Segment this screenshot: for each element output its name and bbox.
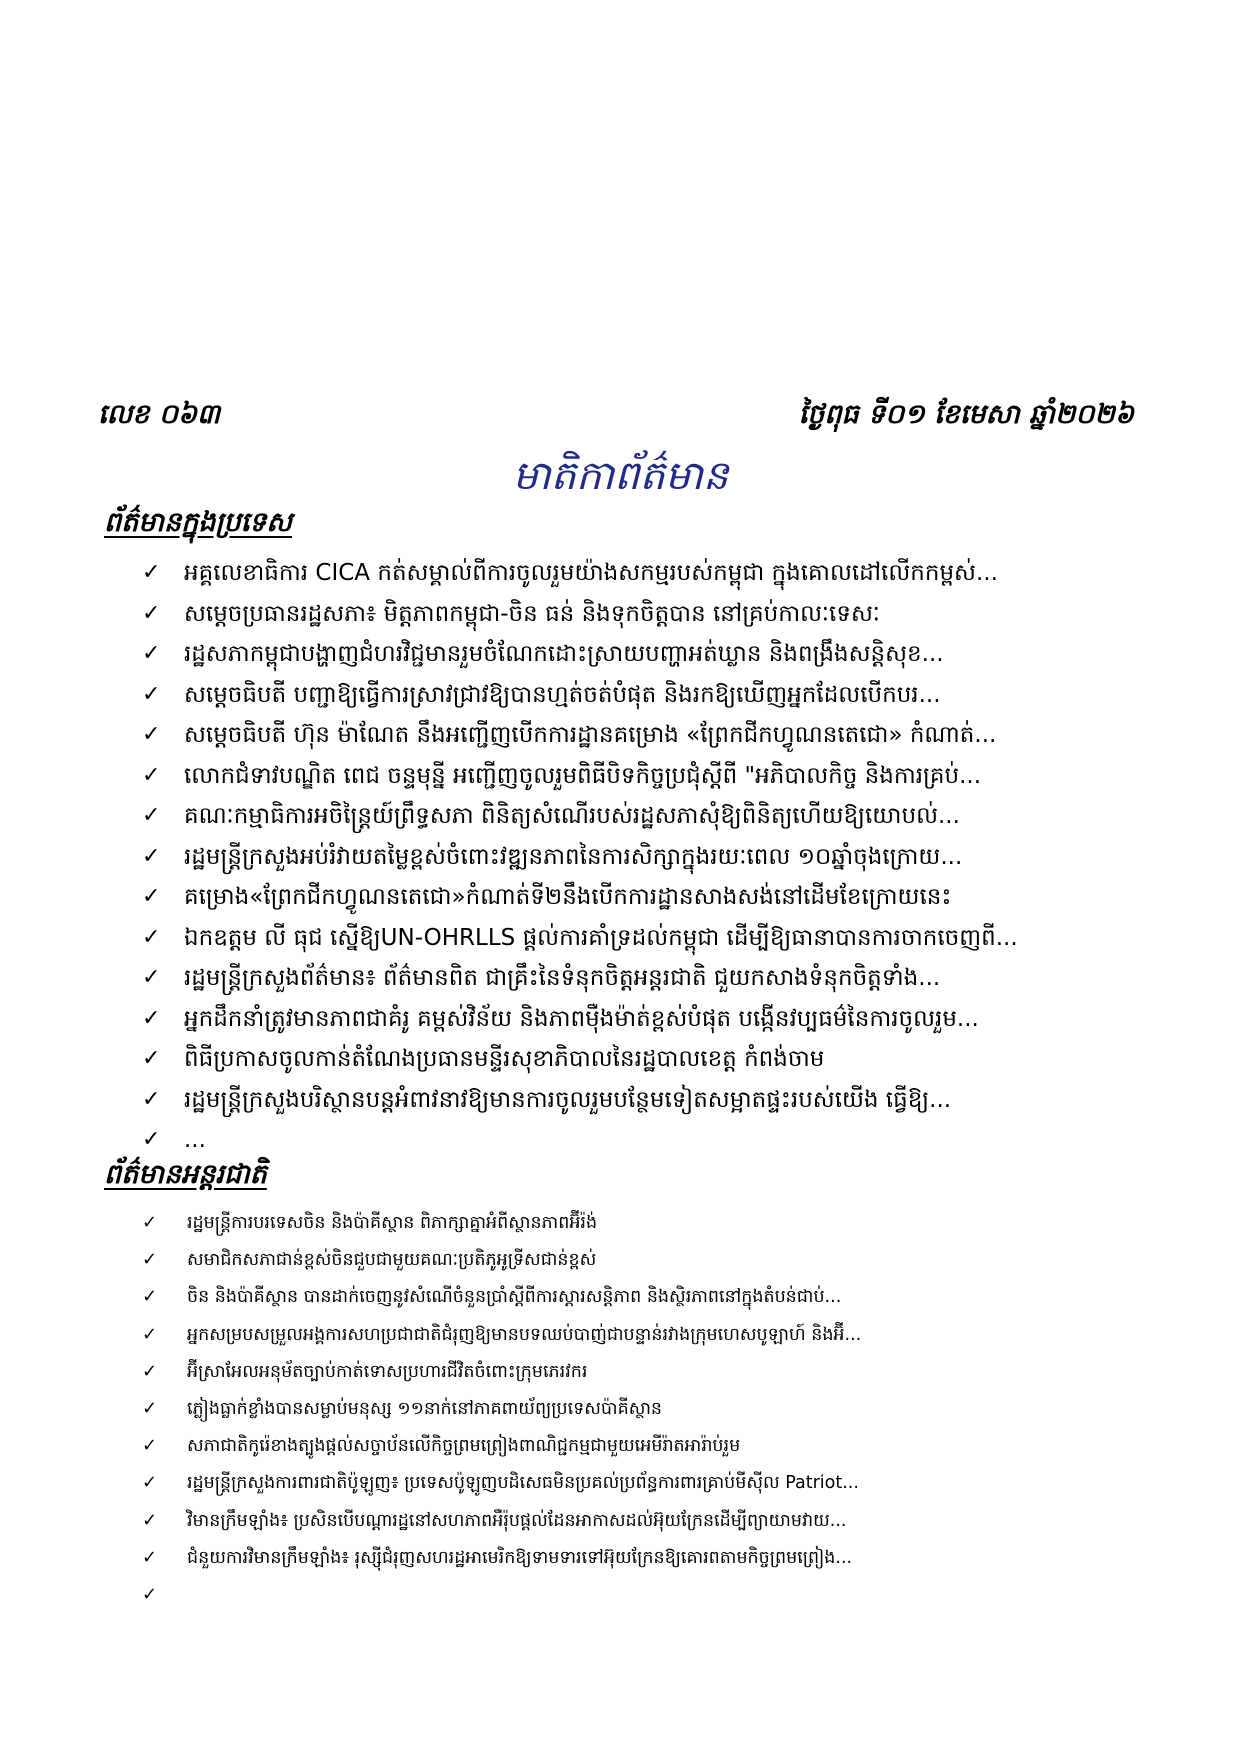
list-item bbox=[142, 715, 1142, 756]
list-item bbox=[142, 1039, 1142, 1080]
header-row bbox=[98, 398, 1134, 444]
list-item-text: ពិធីប្រកាសចូលកាន់តំណែងប្រធានមន្ទីរសុខាភិបាលនៃរដ្ឋបាលខេត្ត កំពង់ចាម bbox=[184, 1046, 825, 1072]
check-mark-icon: ✓ bbox=[142, 1583, 158, 1605]
list-item-text: ចិន និងប៉ាគីស្ថាន បានដាក់ចេញនូវសំណើចំនួនប្រាំស្តីពីការស្តារសន្តិភាព និងស្ថិរភាពនៅក្នុងតំបន់ជាប់... bbox=[187, 1287, 842, 1308]
check-mark-icon: ✓ bbox=[142, 722, 161, 747]
list-item-text: រដ្ឋមន្ត្រីក្រសួងការពារជាតិប៉ូឡូញ៖ ប្រទេសប៉ូឡូញបដិសេធមិនប្រគល់ប្រព័ន្ធការពារគ្រាប់មីស៊ីល Patriot... bbox=[187, 1473, 859, 1494]
list-item bbox=[142, 634, 1142, 675]
list-item-text: សមាជិកសភាជាន់ខ្ពស់ចិនជួបជាមួយគណៈប្រតិភូអូទ្រីសជាន់ខ្ពស់ bbox=[187, 1250, 597, 1271]
check-mark-icon: ✓ bbox=[142, 1360, 158, 1382]
list-item-text: លោកជំទាវបណ្ឌិត ពេជ ចន្ទមុន្នី អញ្ជើញចូលរួមពិធីបិទកិច្ចប្រជុំស្តីពី "អភិបាលកិច្ច និងការគ្រប់... bbox=[184, 762, 982, 789]
check-mark-icon: ✓ bbox=[142, 1546, 158, 1568]
domestic-news-list bbox=[142, 553, 1142, 1161]
check-mark-icon: ✓ bbox=[142, 1509, 158, 1531]
check-mark-icon: ✓ bbox=[142, 600, 161, 626]
list-item bbox=[142, 1242, 1042, 1279]
list-item-text: រដ្ឋមន្ត្រីក្រសួងបរិស្ថានបន្តអំពាវនាវឱ្យមានការចូលរួមបន្ថែមទៀតសម្អាតផ្ទះរបស់យើង ធ្វើឱ្យ... bbox=[184, 1086, 952, 1113]
check-mark-icon: ✓ bbox=[142, 803, 161, 828]
check-mark-icon: ✓ bbox=[142, 762, 161, 788]
check-mark-icon: ✓ bbox=[142, 560, 161, 585]
list-item bbox=[142, 999, 1142, 1040]
list-item-text: ឯកឧត្តម លី ធុជ ស្នើឱ្យUN-OHRLLS ផ្តល់ការគាំទ្រដល់កម្ពុជា ដើម្បីឱ្យធានាបានការចាកចេញពី... bbox=[184, 924, 1018, 951]
list-item-text: រដ្ឋមន្ត្រីការបរទេសចិន និងប៉ាគីស្ថាន ពិភាក្សាគ្នាអំពីស្ថានភាពអ៊ីរ៉ង់ bbox=[187, 1213, 598, 1233]
list-item bbox=[142, 1540, 1042, 1577]
list-item bbox=[142, 877, 1142, 918]
check-mark-icon: ✓ bbox=[142, 1286, 158, 1308]
check-mark-icon: ✓ bbox=[142, 681, 161, 707]
list-item-text: រដ្ឋមន្ត្រីក្រសួងព័ត៌មាន៖ ព័ត៌មានពិត ជាគ្រឹះនៃទំនុកចិត្តអន្តរជាតិ ជួយកសាងទំនុកចិត្តទាំង... bbox=[184, 965, 941, 991]
check-mark-icon: ✓ bbox=[142, 1435, 158, 1457]
list-item-text: សម្ដេចធិបតី ហ៊ុន ម៉ាណែត នឹងអញ្ជើញបើកការដ្ឋានគម្រោង «ព្រែកជីកហ្វូណនតេជោ» កំណាត់... bbox=[184, 722, 997, 748]
list-item bbox=[142, 1317, 1042, 1354]
check-mark-icon: ✓ bbox=[142, 924, 161, 950]
list-item-text: សម្ដេចធិបតី បញ្ជាឱ្យធ្វើការស្រាវជ្រាវឱ្យបានហ្មត់ចត់បំផុត និងរកឱ្យឃើញអ្នកដែលបើកបរ... bbox=[184, 681, 941, 708]
list-item bbox=[142, 918, 1142, 959]
list-item-text: ជំនួយការវិមានក្រឹមឡាំង៖ រុស្ស៊ីជំរុញសហរដ្ឋអាមេរិកឱ្យទាមទារទៅអ៊ុយក្រែនឱ្យគោរពតាមកិច្ចព្រមព្រៀង... bbox=[187, 1547, 853, 1568]
list-item bbox=[142, 796, 1142, 837]
check-mark-icon: ✓ bbox=[142, 884, 161, 909]
domestic-news-heading: ព័ត៌មានក្នុងប្រទេស bbox=[104, 507, 292, 538]
check-mark-icon: ✓ bbox=[142, 1323, 158, 1345]
list-item bbox=[142, 837, 1142, 878]
list-item bbox=[142, 1503, 1042, 1540]
list-item-text: សភាជាតិកូរ៉េខាងត្បូងផ្តល់សច្ចាប័នលើកិច្ចព្រមព្រៀងពាណិជ្ជកម្មជាមួយអេមីរ៉ាតអារ៉ាប់រួម bbox=[187, 1436, 741, 1457]
check-mark-icon: ✓ bbox=[142, 1472, 158, 1494]
list-item-text: អ៊ីស្រាអែលអនុម័តច្បាប់កាត់ទោសប្រហារជីវិតចំពោះក្រុមភេរវករ bbox=[187, 1361, 588, 1382]
list-item-text: រដ្ឋសភាកម្ពុជាបង្ហាញជំហរវិជ្ជមានរួមចំណែកដោះស្រាយបញ្ហាអត់ឃ្លាន និងពង្រឹងសន្តិសុខ... bbox=[184, 641, 944, 667]
list-item bbox=[142, 1354, 1042, 1391]
list-item-text: រដ្ឋមន្ត្រីក្រសួងអប់រំវាយតម្លៃខ្ពស់ចំពោះវឌ្ឍនភាពនៃការសិក្សាក្នុងរយៈពេល ១០ឆ្នាំចុងក្រោយ... bbox=[184, 843, 963, 870]
check-mark-icon: ✓ bbox=[142, 1046, 161, 1071]
list-item-text: គណៈកម្មាធិការអចិន្ត្រៃយ៍ព្រឹទ្ធសភា ពិនិត្យសំណើរបស់រដ្ឋសភាសុំឱ្យពិនិត្យហើយឱ្យយោបល់... bbox=[184, 803, 960, 829]
list-item bbox=[142, 1279, 1042, 1316]
page-title: មាតិកាព័ត៌មាន bbox=[512, 453, 729, 499]
check-mark-icon: ✓ bbox=[142, 1249, 158, 1271]
check-mark-icon: ✓ bbox=[142, 1212, 158, 1233]
list-item bbox=[142, 1205, 1042, 1242]
check-mark-icon: ✓ bbox=[142, 641, 161, 666]
list-item-text: វិមានក្រឹមឡាំង៖ ប្រសិនបើបណ្តារដ្ឋនៅសហភាពអឺរ៉ុបផ្តល់ដែនអាកាសដល់អ៊ុយក្រែនដើម្បីព្យាយាមវាយ... bbox=[187, 1510, 847, 1531]
list-item-text: អ្នកដឹកនាំត្រូវមានភាពជាគំរូ គម្ពស់វិន័យ និងភាពម៉ឺងម៉ាត់ខ្ពស់បំផុត បង្កើនវប្បធម៌នៃការចូលរួម... bbox=[184, 1005, 979, 1032]
list-item bbox=[142, 553, 1142, 594]
issue-date: ថ្ងៃពុធ ទី០១ ខែមេសា ឆ្នាំ២០២៦ bbox=[798, 399, 1134, 430]
check-mark-icon: ✓ bbox=[142, 1005, 161, 1031]
check-mark-icon: ✓ bbox=[142, 1397, 158, 1419]
check-mark-icon: ✓ bbox=[142, 843, 161, 869]
list-item bbox=[142, 1080, 1142, 1121]
check-mark-icon: ✓ bbox=[142, 1127, 161, 1152]
issue-number: លេខ ០៦៣ bbox=[98, 399, 221, 430]
list-item-text: ... bbox=[184, 1127, 206, 1153]
list-item-text: អ្នកសម្របសម្រួលអង្គការសហប្រជាជាតិជំរុញឱ្យមានបទឈប់បាញ់ជាបន្ទាន់រវាងក្រុមហេសបូឡាហ៍ និងអ៊ី... bbox=[187, 1324, 862, 1345]
list-item-text: អគ្គលេខាធិការ CICA កត់សម្គាល់ពីការចូលរួមយ៉ាងសកម្មរបស់កម្ពុជា ក្នុងគោលដៅលើកកម្ពស់... bbox=[184, 560, 998, 586]
list-item-text: សម្ដេចប្រធានរដ្ឋសភា៖ មិត្តភាពកម្ពុជា-ចិន ធន់ និងទុកចិត្តបាន នៅគ្រប់កាលៈទេសៈ bbox=[184, 600, 880, 627]
list-item bbox=[142, 1391, 1042, 1428]
list-item bbox=[142, 756, 1142, 797]
list-item bbox=[142, 675, 1142, 716]
list-item-text: ភ្លៀងធ្លាក់ខ្លាំងបានសម្លាប់មនុស្ស ១១នាក់នៅភាគពាយ័ព្យប្រទេសប៉ាគីស្ថាន bbox=[187, 1398, 663, 1419]
international-news-list bbox=[142, 1205, 1042, 1614]
list-item bbox=[142, 1577, 1042, 1614]
check-mark-icon: ✓ bbox=[142, 965, 161, 990]
international-news-heading: ព័ត៌មានអន្តរជាតិ bbox=[104, 1159, 267, 1190]
list-item bbox=[142, 1465, 1042, 1502]
check-mark-icon: ✓ bbox=[142, 1086, 161, 1112]
list-item-text: គម្រោង«ព្រែកជីកហ្វូណនតេជោ»កំណាត់ទី២នឹងបើកការដ្ឋានសាងសង់នៅដើមខែក្រោយនេះ bbox=[184, 884, 952, 910]
list-item bbox=[142, 1428, 1042, 1465]
list-item bbox=[142, 958, 1142, 999]
list-item bbox=[142, 594, 1142, 635]
list-item bbox=[142, 1120, 1142, 1161]
